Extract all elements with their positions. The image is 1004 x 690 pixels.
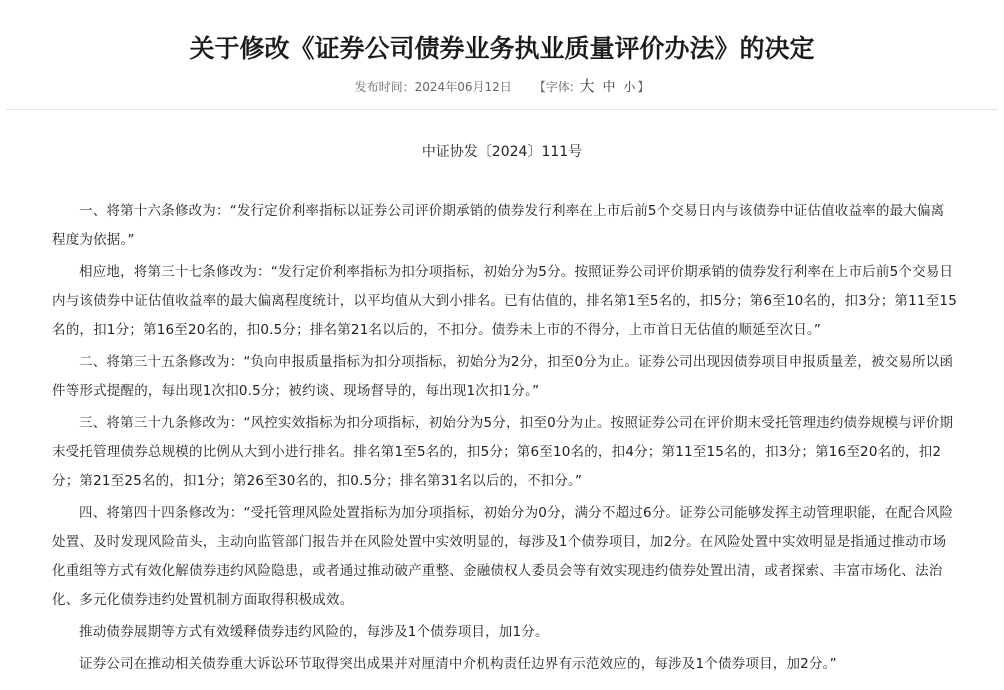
- paragraph-2: 相应地，将第三十七条修改为：“发行定价利率指标为扣分项指标，初始分为5分。按照证券公司评价期承销的债券发行利率在上市后前5个交易日内与该债券中证估值收益率的最大偏离程度统计，以平均值从大到小排名。已有估值的，排名第1至5名的，扣5分；第6至10名的，扣3分；第11至15名的，扣1分；第16至20名的，扣0.5分；排名第21名以后的，不扣分。债券未上市的不得分，上市首日无估值的顺延至次日。”: [52, 264, 957, 338]
- paragraph-6: 推动债券展期等方式有效缓释债券违约风险的，每涉及1个债券项目，加1分。: [79, 624, 549, 640]
- paragraph-5: 四、将第四十四条修改为：“受托管理风险处置指标为加分项指标，初始分为0分，满分不超过6分。证券公司能够发挥主动管理职能，在配合风险处置、及时发现风险苗头，主动向监管部门报告并在风险处置中实效明显的，每涉及1个债券项目，加2分。在风险处置中实效明显是指通过推动市场化重组等方式有效化解债券违约风险隐患，或者通过推动破产重整、金融债权人委员会等有效实现违约债券处置出清，或者探索、丰富市场化、法治化、多元化债券违约处置机制方面取得积极成效。: [52, 505, 954, 608]
- paragraph-4: 三、将第三十九条修改为：“风控实效指标为扣分项指标，初始分为5分，扣至0分为止。按照证券公司在评价期末受托管理违约债券规模与评价期末受托管理债券总规模的比例从大到小进行排名。排名第1至5名的，扣5分；第6至10名的，扣4分；第11至15名的，扣3分；第16至20名的，扣2分；第21至25名的，扣1分；第26至30名的，扣0.5分；排名第31名以后的，不扣分。”: [52, 415, 954, 489]
- document-number: 中证协发〔2024〕111号: [421, 144, 583, 160]
- article-title: 关于修改《证券公司债券业务执业质量评价办法》的决定: [189, 33, 815, 63]
- font-size-control: [533, 77, 650, 95]
- paragraph-7: 证券公司在推动相关债券重大诉讼环节取得突出成果并对厘清中介机构责任边界有示范效应的，每涉及1个债券项目，加2分。”: [79, 656, 837, 672]
- font-size-large-button[interactable]: 大: [579, 77, 595, 95]
- font-size-label: 【字体:: [533, 80, 574, 94]
- publish-time-label: 发布时间：: [354, 80, 415, 94]
- paragraph-1: 一、将第十六条修改为：“发行定价利率指标以证券公司评价期承销的债券发行利率在上市后前5个交易日内与该债券中证估值收益率的最大偏离程度为依据。”: [52, 203, 945, 248]
- article-body: [52, 197, 958, 682]
- font-size-medium-button[interactable]: 中: [602, 80, 616, 95]
- publish-date: 2024年06月12日: [414, 80, 512, 94]
- font-size-bracket-close: 】: [637, 80, 650, 94]
- article-meta: [0, 76, 1004, 98]
- header-divider: [6, 109, 998, 110]
- paragraph-3: 二、将第三十五条修改为：“负向申报质量指标为扣分项指标，初始分为2分，扣至0分为止。证券公司出现因债券项目申报质量差，被交易所以函件等形式提醒的，每出现1次扣0.5分；被约谈、现场督导的，每出现1次扣1分。”: [52, 354, 954, 399]
- font-size-small-button[interactable]: 小: [623, 80, 636, 94]
